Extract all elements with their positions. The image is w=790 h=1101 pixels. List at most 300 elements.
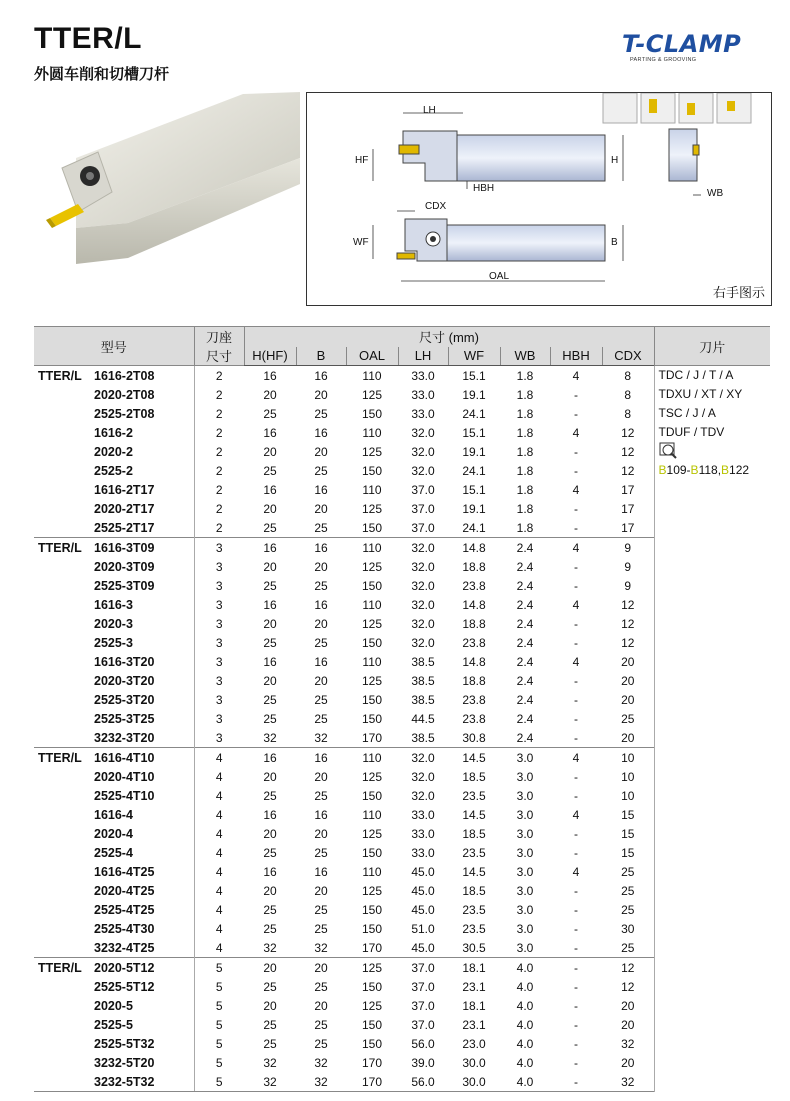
dimension-cell: 45.0 <box>411 902 435 917</box>
dimension-cell: 18.8 <box>462 616 486 631</box>
model-cell <box>34 824 194 843</box>
model-cell <box>34 996 194 1015</box>
dimension-cell: 12 <box>621 463 635 478</box>
dimension-cell: 4 <box>572 864 580 879</box>
dimension-cell: 25 <box>621 940 635 955</box>
dimension-cell: 2.4 <box>516 692 534 707</box>
seat-size-cell: 4 <box>194 786 244 805</box>
dimension-cell: 32 <box>244 1072 296 1092</box>
label-lh: LH <box>423 105 436 116</box>
dimension-cell: 9 <box>624 559 632 574</box>
model-prefix: TTER/L <box>38 368 82 383</box>
dimension-cell: 125 <box>361 387 383 402</box>
model-prefix: TTER/L <box>38 750 82 765</box>
seat-size-cell: 3 <box>194 557 244 576</box>
label-wf: WF <box>353 237 369 248</box>
dimension-cell: - <box>574 788 578 803</box>
dimension-cell: 56.0 <box>411 1036 435 1051</box>
dimension-cell: 23.5 <box>462 845 486 860</box>
model-code: 2525-2 <box>94 463 133 478</box>
dimension-cell: 10 <box>621 788 635 803</box>
dimension-cell: 25 <box>314 406 328 421</box>
header-col-wf: WF <box>448 347 500 366</box>
dimension-cell: 38.5 <box>411 654 435 669</box>
dimension-cell: - <box>574 845 578 860</box>
model-code: 2525-2T08 <box>94 406 155 421</box>
seat-size-cell: 2 <box>194 480 244 499</box>
dimension-cell: 110 <box>362 597 382 612</box>
header-col-hhf: H(HF) <box>244 347 296 366</box>
dimension-cell: 23.8 <box>462 692 486 707</box>
dimension-cell: 12 <box>621 425 635 440</box>
dimension-cell: - <box>574 387 578 402</box>
dimension-cell: 33.0 <box>411 826 435 841</box>
header-col-wb: WB <box>500 347 550 366</box>
model-cell <box>34 1034 194 1053</box>
dimension-cell: 23.8 <box>462 711 486 726</box>
dimension-cell: 25 <box>263 902 277 917</box>
dimension-cell: 4.0 <box>516 998 534 1013</box>
label-hf: HF <box>355 155 369 166</box>
logo-tagline: PARTING & GROOVING <box>630 57 697 63</box>
seat-size-cell: 3 <box>194 709 244 728</box>
model-cell <box>34 576 194 595</box>
model-code: 2525-3T09 <box>94 578 155 593</box>
dimension-cell: 56.0 <box>398 1072 448 1092</box>
dimension-cell: 150 <box>361 463 383 478</box>
dimension-cell: 150 <box>361 635 383 650</box>
dimension-cell: 18.5 <box>462 826 486 841</box>
dimension-cell: 20 <box>263 769 277 784</box>
dimension-cell: 1.8 <box>516 520 534 535</box>
catalog-page-refs <box>659 461 771 480</box>
dimension-cell: 32 <box>314 730 328 745</box>
dimension-cell: 125 <box>361 616 383 631</box>
model-code: 2525-3 <box>94 635 133 650</box>
dimension-cell: 33.0 <box>411 845 435 860</box>
dimension-cell: 18.5 <box>462 769 486 784</box>
dimension-cell: 4 <box>550 748 602 768</box>
dimension-cell: 32 <box>314 1055 328 1070</box>
model-cell <box>34 614 194 633</box>
dimension-cell: 20 <box>244 958 296 978</box>
seat-size-cell: 5 <box>194 1034 244 1053</box>
model-cell <box>34 862 194 881</box>
dimension-cell: - <box>574 520 578 535</box>
dimension-cell: 8 <box>602 366 654 386</box>
dimension-cell: 125 <box>361 998 383 1013</box>
dimension-cell: 23.0 <box>462 1036 486 1051</box>
dimension-cell: 4 <box>550 366 602 386</box>
dimension-cell: 38.5 <box>411 673 435 688</box>
model-code: 2525-3T25 <box>94 711 155 726</box>
model-cell <box>34 977 194 996</box>
model-cell <box>34 748 194 768</box>
dimension-cell: 32 <box>602 1072 654 1092</box>
dimension-drawing <box>307 93 771 305</box>
dimension-cell: 25 <box>621 902 635 917</box>
seat-size-cell: 2 <box>194 385 244 404</box>
model-code: 3232-4T25 <box>94 940 155 955</box>
dimension-cell: 4 <box>572 654 580 669</box>
model-code: 1616-2 <box>94 425 133 440</box>
dimension-cell: 32.0 <box>411 597 435 612</box>
dimension-cell: 2.4 <box>516 616 534 631</box>
dimension-cell: 150 <box>361 1036 383 1051</box>
dimension-cell: - <box>574 1017 578 1032</box>
model-code: 2020-3T09 <box>94 559 155 574</box>
dimension-cell: 17 <box>621 482 635 497</box>
model-cell <box>34 423 194 442</box>
dimension-cell: 125 <box>346 958 398 978</box>
dimension-cell: 125 <box>361 673 383 688</box>
model-code: 2020-2T08 <box>94 387 155 402</box>
dimension-cell: 125 <box>361 826 383 841</box>
dimension-cell: 18.8 <box>462 673 486 688</box>
dimension-cell: 125 <box>361 883 383 898</box>
seat-size-cell: 5 <box>194 996 244 1015</box>
dimension-cell: 51.0 <box>411 921 435 936</box>
dimension-cell: 25 <box>314 1017 328 1032</box>
dimension-cell: 38.5 <box>411 730 435 745</box>
dimension-cell: 16 <box>314 597 328 612</box>
dimension-cell: 25 <box>314 1036 328 1051</box>
dimension-cell: 33.0 <box>411 406 435 421</box>
dimension-cell: 30.8 <box>462 730 486 745</box>
dimension-cell: 37.0 <box>411 501 435 516</box>
dimension-cell: 110 <box>362 654 382 669</box>
dimension-cell: - <box>574 902 578 917</box>
dimension-cell: 20 <box>621 692 635 707</box>
dimension-cell: 32 <box>296 1072 346 1092</box>
dimension-cell: 25 <box>263 788 277 803</box>
model-code: 2020-2T17 <box>94 501 155 516</box>
dimension-cell: 150 <box>361 1017 383 1032</box>
dimension-cell: 125 <box>361 769 383 784</box>
brand-logo <box>622 30 770 64</box>
model-code: 2525-4T25 <box>94 902 155 917</box>
dimension-cell: 30.5 <box>462 940 486 955</box>
dimension-cell: 2.4 <box>516 578 534 593</box>
dimension-cell: 25 <box>263 711 277 726</box>
dimension-cell: - <box>550 1072 602 1092</box>
dimension-cell: 3.0 <box>516 883 534 898</box>
model-code: 3232-5T32 <box>94 1074 155 1089</box>
dimension-cell: 33.0 <box>411 807 435 822</box>
dimension-cell: 20 <box>263 559 277 574</box>
model-code: 2525-4T10 <box>94 788 155 803</box>
dimension-cell: 20 <box>263 998 277 1013</box>
model-code: 1616-3T20 <box>94 654 155 669</box>
model-cell <box>34 786 194 805</box>
dimension-cell: - <box>574 692 578 707</box>
dimension-cell: 170 <box>361 730 383 745</box>
dimension-cell: 17 <box>621 501 635 516</box>
dimension-cell: 16 <box>296 538 346 558</box>
dimension-cell: 16 <box>314 864 328 879</box>
dimension-cell: - <box>550 958 602 978</box>
dimension-cell: 23.5 <box>462 921 486 936</box>
dimension-cell: 25 <box>314 692 328 707</box>
dimension-cell: 14.5 <box>448 748 500 768</box>
seat-size-cell: 4 <box>194 919 244 938</box>
spec-table <box>34 326 770 1092</box>
dimension-cell: 20 <box>314 998 328 1013</box>
insert-type: TDC / J / T / A <box>658 368 734 382</box>
dimension-cell: 20 <box>621 654 635 669</box>
dimension-cell: 12 <box>602 958 654 978</box>
header-model: 型号 <box>34 327 194 366</box>
model-code: 1616-3 <box>94 597 133 612</box>
seat-size-cell: 2 <box>194 461 244 480</box>
dimension-cell: 15 <box>621 845 635 860</box>
magnifier-icon[interactable] <box>659 442 771 461</box>
model-code: 1616-4 <box>94 807 133 822</box>
dimension-cell: 15.1 <box>448 366 500 386</box>
inserts-cell <box>654 366 770 1092</box>
seat-size-cell: 4 <box>194 881 244 900</box>
seat-size-cell: 3 <box>194 595 244 614</box>
dimension-cell: 25 <box>314 921 328 936</box>
dimension-cell: 45.0 <box>411 940 435 955</box>
dimension-cell: 39.0 <box>411 1055 435 1070</box>
dimension-cell: 4 <box>550 538 602 558</box>
dimension-cell: 25 <box>314 578 328 593</box>
dimension-cell: 32.0 <box>411 559 435 574</box>
seat-size-cell: 2 <box>194 404 244 423</box>
dimension-cell: 19.1 <box>462 444 486 459</box>
model-cell <box>34 1015 194 1034</box>
seat-size-cell: 3 <box>194 728 244 748</box>
model-code: 2525-4 <box>94 845 133 860</box>
model-cell <box>34 728 194 748</box>
dimension-cell: 25 <box>263 463 277 478</box>
model-cell <box>34 480 194 499</box>
dimension-cell: 4 <box>572 482 580 497</box>
dimension-cell: 10 <box>602 748 654 768</box>
dimension-cell: 9 <box>624 578 632 593</box>
dimension-cell: 23.5 <box>462 902 486 917</box>
dimension-cell: 17 <box>621 520 635 535</box>
dimension-cell: 25 <box>314 845 328 860</box>
label-wb: WB <box>707 188 724 199</box>
dimension-cell: - <box>574 673 578 688</box>
dimension-cell: 15 <box>621 807 635 822</box>
dimension-cell: 150 <box>361 902 383 917</box>
seat-size-cell: 5 <box>194 958 244 978</box>
dimension-cell: 110 <box>346 748 398 768</box>
dimension-cell: 32.0 <box>411 463 435 478</box>
dimension-cell: 16 <box>263 807 277 822</box>
seat-size-cell: 5 <box>194 977 244 996</box>
dimension-cell: 20 <box>263 444 277 459</box>
dimension-cell: - <box>574 444 578 459</box>
diagram-caption: 右手图示 <box>712 285 765 300</box>
model-cell <box>34 404 194 423</box>
seat-size-cell: 4 <box>194 824 244 843</box>
model-cell <box>34 499 194 518</box>
page-ref-part: B <box>658 463 667 477</box>
seat-size-cell: 4 <box>194 862 244 881</box>
logo-text: T-CLAMP <box>622 30 742 58</box>
dimension-cell: 170 <box>346 1072 398 1092</box>
seat-size-cell: 2 <box>194 442 244 461</box>
dimension-cell: - <box>574 979 578 994</box>
dimension-cell: 3.0 <box>516 940 534 955</box>
dimension-cell: 20 <box>263 616 277 631</box>
header-seat-size <box>194 327 244 366</box>
dimension-cell: 32.0 <box>411 425 435 440</box>
seat-size-cell: 4 <box>194 805 244 824</box>
dimension-cell: 3.0 <box>516 845 534 860</box>
model-code: 1616-2T17 <box>94 482 155 497</box>
label-h: H <box>611 155 619 166</box>
dimension-cell: 24.1 <box>462 463 486 478</box>
dimension-cell: 1.8 <box>516 501 534 516</box>
model-code: 2020-5 <box>94 998 133 1013</box>
dimension-cell: 170 <box>361 1055 383 1070</box>
dimension-diagram <box>306 92 772 306</box>
dimension-cell: 30.0 <box>448 1072 500 1092</box>
dimension-cell: 16 <box>263 864 277 879</box>
dimension-cell: 18.1 <box>462 998 486 1013</box>
model-cell <box>34 1053 194 1072</box>
dimension-cell: 2.4 <box>516 559 534 574</box>
dimension-cell: 110 <box>362 864 382 879</box>
label-oal: OAL <box>489 271 510 282</box>
model-cell <box>34 671 194 690</box>
dimension-cell: 2.4 <box>516 597 534 612</box>
dimension-cell: 18.5 <box>462 883 486 898</box>
dimension-cell: - <box>574 501 578 516</box>
seat-size-cell: 2 <box>194 499 244 518</box>
dimension-cell: 3.0 <box>516 807 534 822</box>
model-cell <box>34 461 194 480</box>
model-prefix: TTER/L <box>38 540 82 555</box>
model-cell <box>34 1072 194 1092</box>
dimension-cell: 20 <box>621 998 635 1013</box>
dimension-cell: 16 <box>296 366 346 386</box>
dimension-cell: 1.8 <box>516 387 534 402</box>
dimension-cell: 2.4 <box>500 538 550 558</box>
insert-type: TSC / J / A <box>658 406 716 420</box>
model-cell <box>34 690 194 709</box>
dimension-cell: - <box>574 406 578 421</box>
seat-size-cell: 5 <box>194 1072 244 1092</box>
dimension-cell: 16 <box>244 366 296 386</box>
seat-size-cell: 4 <box>194 900 244 919</box>
dimension-cell: 1.8 <box>516 444 534 459</box>
dimension-cell: 2.4 <box>516 730 534 745</box>
dimension-cell: - <box>574 635 578 650</box>
dimension-cell: - <box>574 578 578 593</box>
dimension-cell: 125 <box>361 559 383 574</box>
label-hbh: HBH <box>473 183 495 194</box>
model-cell <box>34 938 194 958</box>
dimension-cell: 32.0 <box>411 788 435 803</box>
model-code: 2525-3T20 <box>94 692 155 707</box>
dimension-cell: 12 <box>621 597 635 612</box>
dimension-cell: 37.0 <box>411 979 435 994</box>
model-code: 1616-4T10 <box>94 750 155 765</box>
dimension-cell: 45.0 <box>411 883 435 898</box>
dimension-cell: 20 <box>621 673 635 688</box>
dimension-cell: 15.1 <box>462 482 486 497</box>
dimension-cell: 4 <box>572 425 580 440</box>
dimension-cell: 18.8 <box>462 559 486 574</box>
dimension-cell: 150 <box>361 406 383 421</box>
dimension-cell: 10 <box>621 769 635 784</box>
seat-size-cell: 3 <box>194 652 244 671</box>
dimension-cell: 23.1 <box>462 1017 486 1032</box>
dimension-cell: 12 <box>621 635 635 650</box>
dimension-cell: 25 <box>263 692 277 707</box>
model-cell <box>34 442 194 461</box>
dimension-cell: 1.8 <box>516 482 534 497</box>
dimension-cell: - <box>574 940 578 955</box>
dimension-cell: - <box>574 559 578 574</box>
dimension-cell: 16 <box>314 807 328 822</box>
dimension-cell: 3.0 <box>500 748 550 768</box>
dimension-cell: 150 <box>361 578 383 593</box>
dimension-cell: 110 <box>362 425 382 440</box>
model-code: 2020-5T12 <box>94 960 155 975</box>
model-cell <box>34 538 194 558</box>
dimension-cell: 23.8 <box>462 578 486 593</box>
insert-type: TDXU / XT / XY <box>658 387 743 401</box>
dimension-cell: 2.4 <box>516 673 534 688</box>
dimension-cell: 9 <box>602 538 654 558</box>
header-col-b: B <box>296 347 346 366</box>
dimension-cell: 19.1 <box>462 387 486 402</box>
dimension-cell: 16 <box>263 597 277 612</box>
dimension-cell: 44.5 <box>411 711 435 726</box>
dimension-cell: 3.0 <box>516 864 534 879</box>
model-prefix: TTER/L <box>38 960 82 975</box>
dimension-cell: 20 <box>263 826 277 841</box>
dimension-cell: 32 <box>263 940 277 955</box>
dimension-cell: 16 <box>263 654 277 669</box>
dimension-cell: 37.0 <box>398 958 448 978</box>
dimension-cell: 25 <box>314 979 328 994</box>
dimension-cell: - <box>574 1036 578 1051</box>
model-cell <box>34 366 194 386</box>
dimension-cell: 20 <box>314 673 328 688</box>
dimension-cell: 15 <box>621 826 635 841</box>
dimension-cell: 25 <box>314 463 328 478</box>
seat-size-cell: 3 <box>194 671 244 690</box>
dimension-cell: 25 <box>621 864 635 879</box>
model-cell <box>34 595 194 614</box>
page-ref-part: 109- <box>666 463 691 477</box>
header-dimensions: 尺寸 (mm) <box>244 327 654 347</box>
page-title: TTER/L <box>34 22 142 55</box>
dimension-cell: - <box>574 1055 578 1070</box>
dimension-cell: 1.8 <box>516 463 534 478</box>
dimension-cell: 25 <box>263 1036 277 1051</box>
seat-size-cell: 5 <box>194 1053 244 1072</box>
dimension-cell: - <box>574 769 578 784</box>
dimension-cell: 16 <box>244 748 296 768</box>
dimension-cell: 20 <box>314 616 328 631</box>
model-code: 1616-4T25 <box>94 864 155 879</box>
dimension-cell: 20 <box>314 501 328 516</box>
header-col-hbh: HBH <box>550 347 602 366</box>
dimension-cell: 4.0 <box>500 958 550 978</box>
dimension-cell: 16 <box>263 482 277 497</box>
dimension-cell: 24.1 <box>462 406 486 421</box>
label-cdx: CDX <box>425 201 447 212</box>
